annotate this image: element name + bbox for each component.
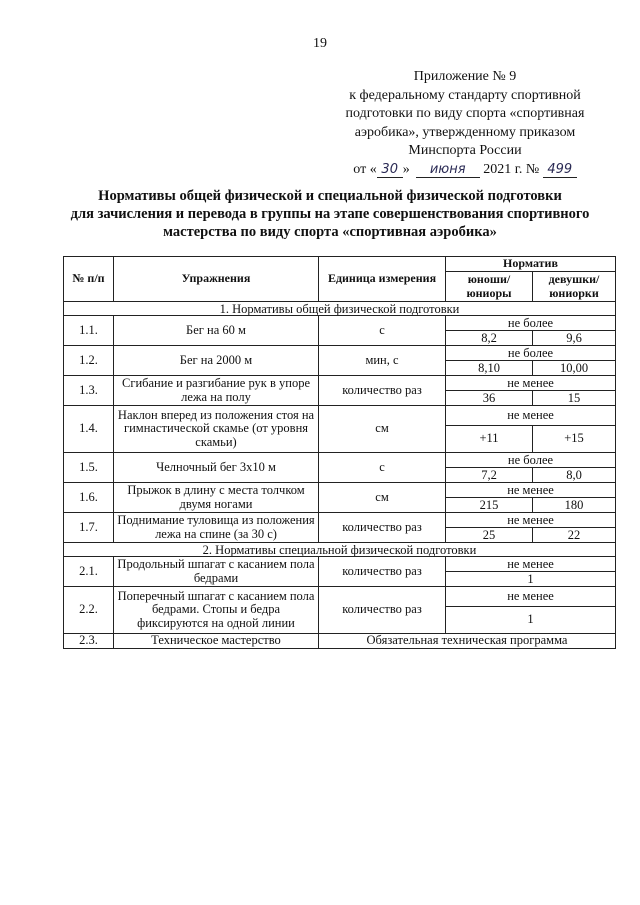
handwritten-order-number: 499 (543, 163, 577, 178)
row-num: 1.4. (64, 406, 114, 453)
value-girls: +15 (533, 426, 616, 453)
row-num: 1.2. (64, 346, 114, 376)
row-num: 1.1. (64, 316, 114, 346)
row-unit: количество раз (319, 513, 446, 543)
row-unit: см (319, 406, 446, 453)
row-unit: количество раз (319, 557, 446, 587)
row-condition: не менее (446, 406, 616, 426)
title-line: Нормативы общей физической и специальной физической подготовки (98, 188, 562, 204)
value-boys: 8,2 (446, 331, 533, 346)
section-heading: 1. Нормативы общей физической подготовки (64, 302, 616, 316)
date-year: 2021 г. № (483, 161, 540, 177)
appendix-line: Минспорта России (408, 143, 522, 158)
appendix-line: к федеральному стандарту спортивной (349, 87, 581, 103)
row-condition: не менее (446, 587, 616, 607)
row-num: 2.1. (64, 557, 114, 587)
page-number: 19 (313, 36, 327, 51)
value-girls: 180 (533, 498, 616, 513)
row-num: 1.6. (64, 483, 114, 513)
row-unit: количество раз (319, 376, 446, 406)
row-exercise: Наклон вперед из положения стоя на гимнастической скамье (от уровня скамьи) (114, 406, 319, 453)
value-girls: 15 (533, 391, 616, 406)
appendix-line: подготовки по виду спорта «спортивная (345, 106, 585, 121)
section-heading: 2. Нормативы специальной физической подготовки (64, 543, 616, 557)
row-condition: не менее (446, 513, 616, 528)
value-boys: 25 (446, 528, 533, 543)
header-norm: Норматив (446, 257, 616, 272)
appendix-title: Приложение № 9 (413, 69, 517, 84)
row-unit: с (319, 453, 446, 483)
value-girls: 22 (533, 528, 616, 543)
row-condition: не более (446, 316, 616, 331)
row-condition: не менее (446, 557, 616, 572)
header-unit: Единица измерения (319, 257, 446, 302)
appendix-line: аэробика», утвержденному приказом (354, 124, 576, 140)
row-num: 1.7. (64, 513, 114, 543)
appendix-date-line (325, 161, 605, 180)
row-exercise: Поперечный шпагат с касанием пола бедрами. Стопы и бедра фиксируются на одной линии (114, 587, 319, 634)
row-program: Обязательная техническая программа (319, 634, 616, 649)
row-exercise: Прыжок в длину с места толчком двумя ногами (114, 483, 319, 513)
date-prefix: от « (353, 161, 377, 177)
value-boys: 36 (446, 391, 533, 406)
row-num: 2.2. (64, 587, 114, 634)
appendix-header (325, 68, 605, 179)
row-exercise: Продольный шпагат с касанием пола бедрами (114, 557, 319, 587)
value-boys: 215 (446, 498, 533, 513)
handwritten-month: июня (416, 163, 480, 178)
document-title (40, 187, 620, 241)
header-boys: юноши/ юниоры (446, 272, 533, 302)
row-exercise: Поднимание туловища из положения лежа на спине (за 30 с) (114, 513, 319, 543)
header-girls: девушки/ юниорки (533, 272, 616, 302)
row-unit: мин, с (319, 346, 446, 376)
row-exercise: Челночный бег 3х10 м (114, 453, 319, 483)
value-boys: +11 (446, 426, 533, 453)
row-exercise: Сгибание и разгибание рук в упоре лежа на полу (114, 376, 319, 406)
row-unit: с (319, 316, 446, 346)
row-unit: см (319, 483, 446, 513)
row-num: 2.3. (64, 634, 114, 649)
row-condition: не менее (446, 483, 616, 498)
date-mid: » (402, 161, 410, 177)
row-unit: количество раз (319, 587, 446, 634)
row-num: 1.3. (64, 376, 114, 406)
norms-table (63, 256, 616, 649)
row-exercise: Бег на 60 м (114, 316, 319, 346)
title-line: мастерства по виду спорта «спортивная аэробика» (163, 224, 497, 240)
row-num: 1.5. (64, 453, 114, 483)
value-common: 1 (446, 607, 616, 634)
row-condition: не более (446, 453, 616, 468)
handwritten-day: 30 (377, 163, 403, 178)
value-common: 1 (446, 572, 616, 587)
value-boys: 8,10 (446, 361, 533, 376)
row-condition: не менее (446, 376, 616, 391)
value-girls: 10,00 (533, 361, 616, 376)
value-girls: 8,0 (533, 468, 616, 483)
value-girls: 9,6 (533, 331, 616, 346)
title-line: для зачисления и перевода в группы на этапе совершенствования спортивного (70, 206, 590, 222)
header-num: № п/п (64, 257, 114, 302)
row-condition: не более (446, 346, 616, 361)
row-exercise: Техническое мастерство (114, 634, 319, 649)
row-exercise: Бег на 2000 м (114, 346, 319, 376)
header-exercise: Упражнения (114, 257, 319, 302)
value-boys: 7,2 (446, 468, 533, 483)
